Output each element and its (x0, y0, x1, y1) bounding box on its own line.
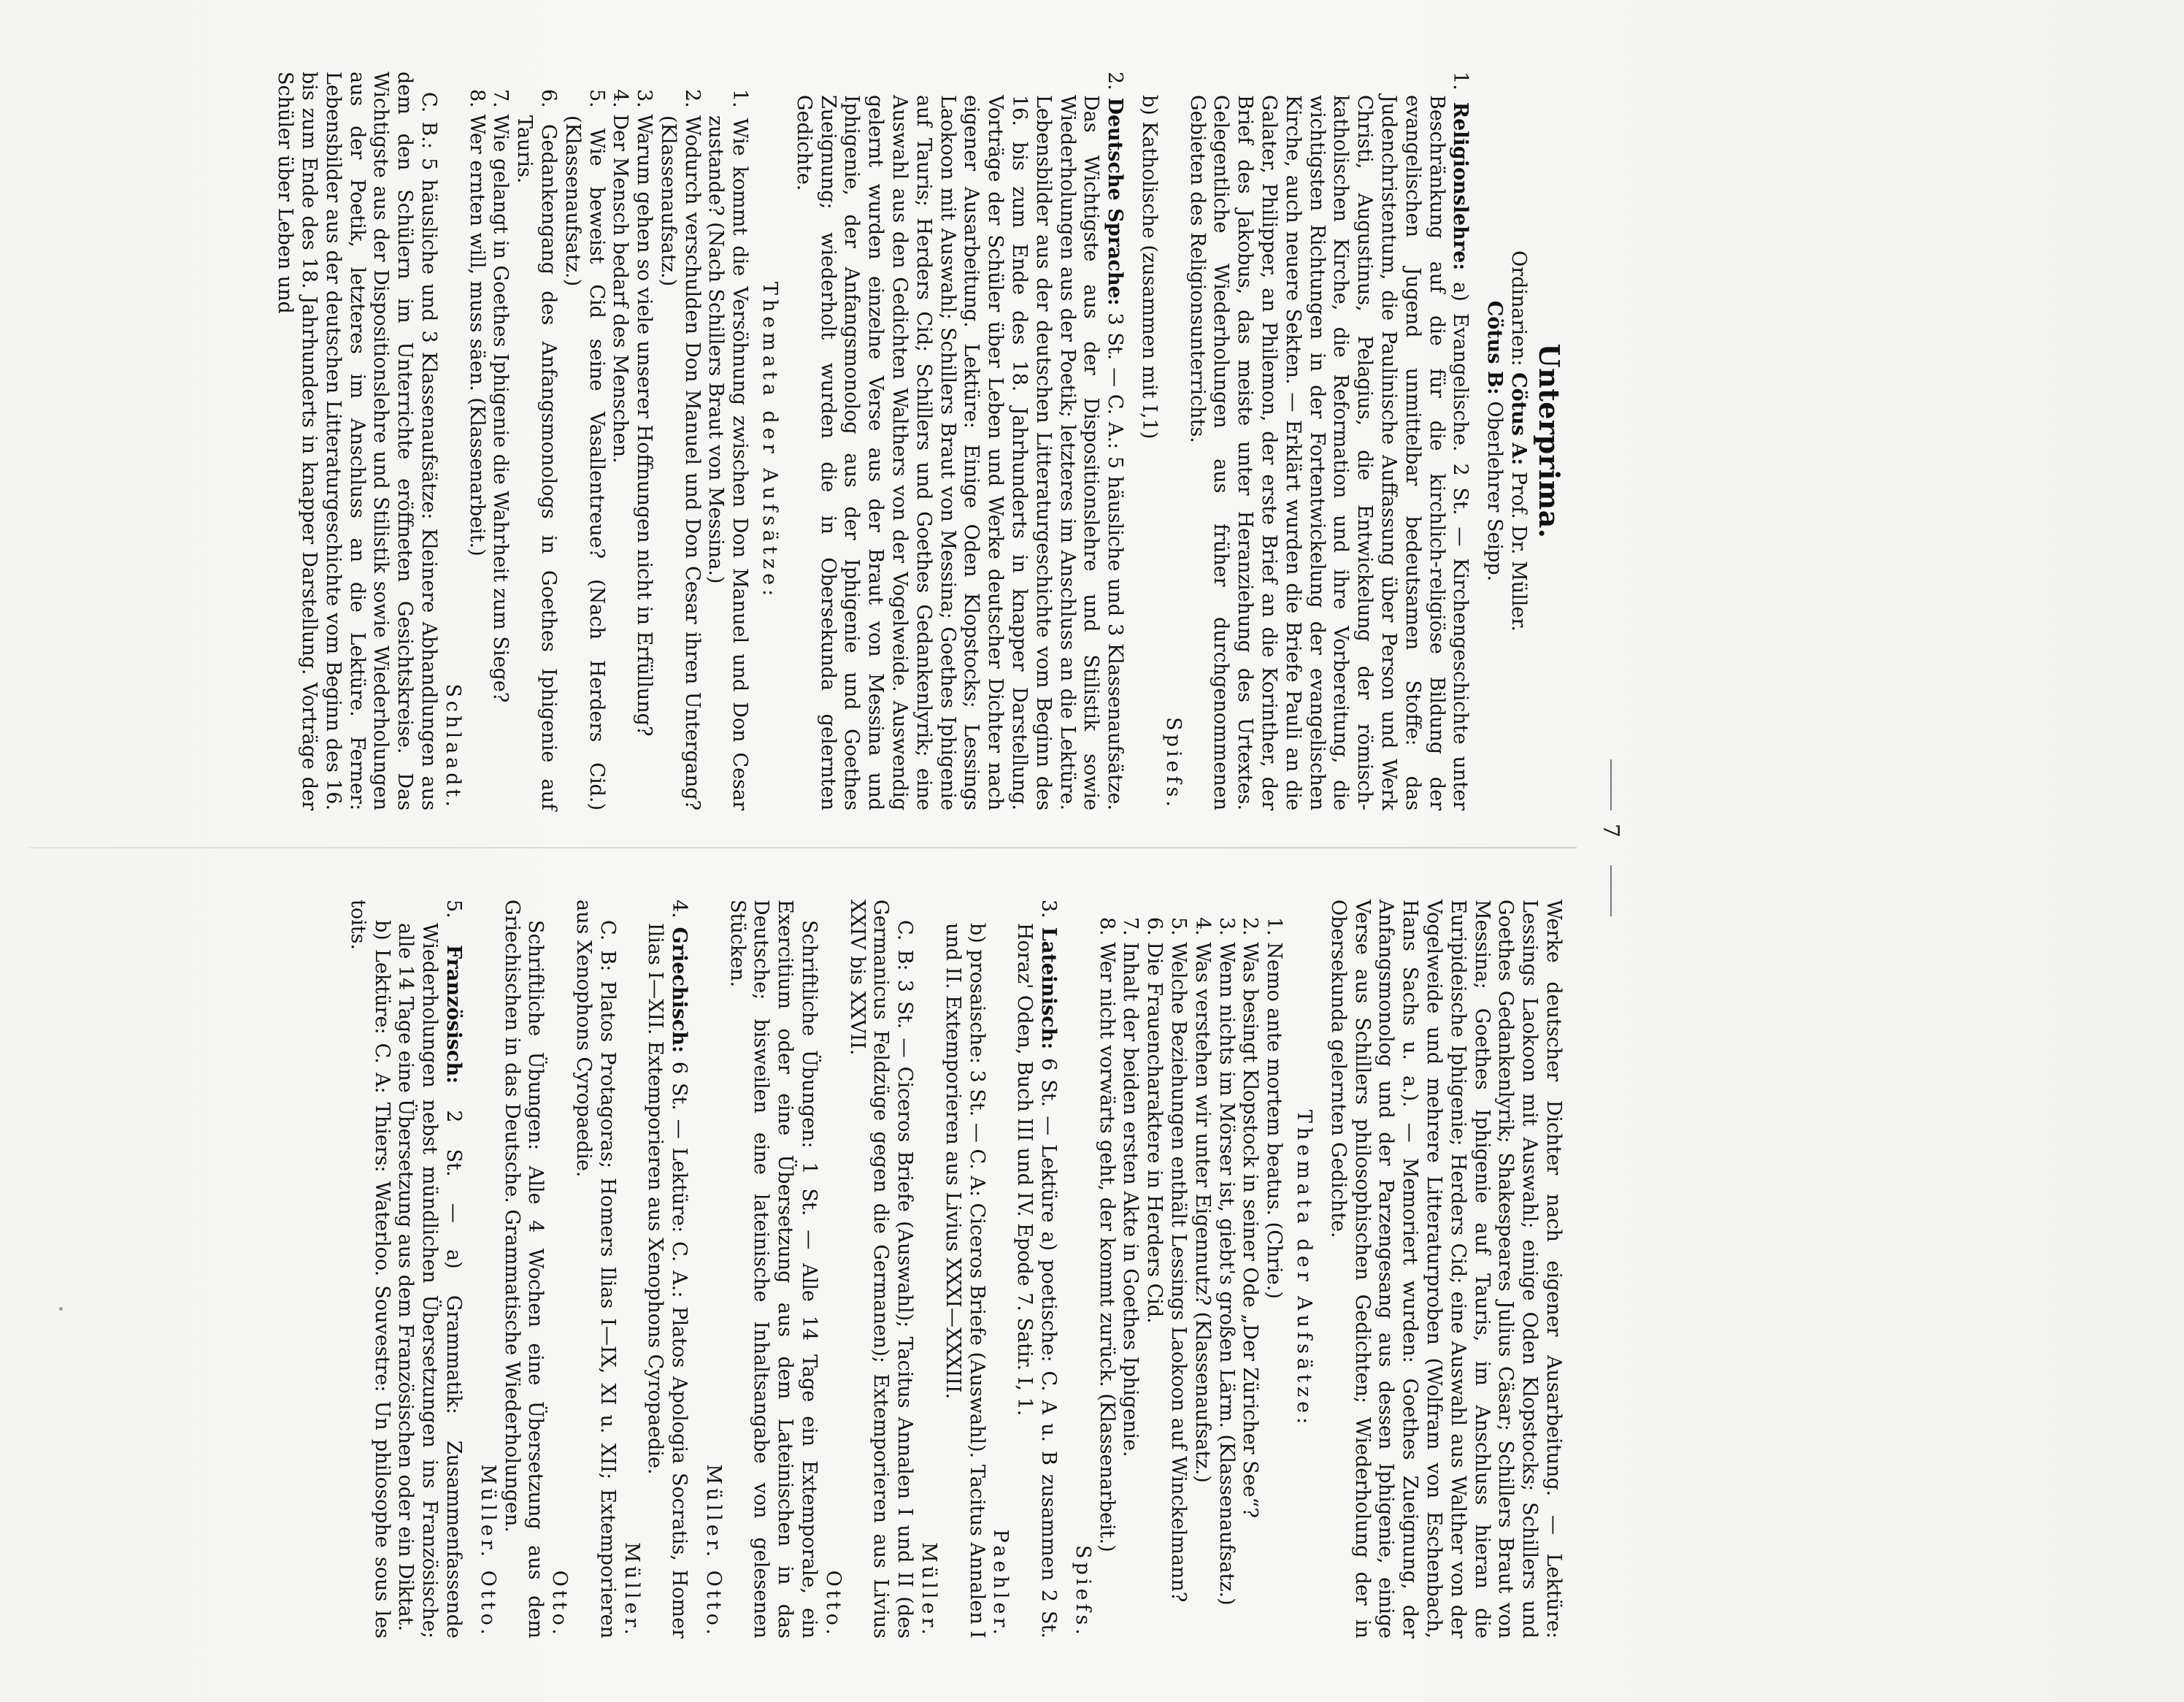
speck (59, 1307, 63, 1311)
griechisch-paragraph: 4. Griechisch: 6 St. — Lektüre: C. A.: Platos Apologia Socratis, Homer Ilias I—XII. Extemporieren aus Xenophons Cyropaedie. (644, 900, 691, 1638)
page-number-dash-right (1610, 865, 1612, 916)
list-item: 8. Wer ernten will, muss säen. (Klassenarbeit.) (465, 89, 488, 556)
religion-paragraph: 1. Religionslehre: a) Evangelische. 2 St. — Kirchengeschichte unter Beschränkung auf die für die kirchlich-religiöse Bildung der evangelischen Jugend unmittelbar bedeutsamen Stoffe: das Judenchristentum, die Paulinische Auffassung über Person und Werk Christi, Augustinus, Pelagius, die Entwickelung der römisch-katholischen Kirche, die Reformation und ihre Vorbereitung, die wichtigsten Richtungen in der Fortentwickelung der evangelischen Kirche, auch neuere Sekten. — Erklärt wurden die Briefe Pauli an die Galater, Philipper, an Philemon, der erste Brief an die Korinther, der Brief des Jakobus, das meiste unter Heranziehung des Urtextes. Gelegentliche Wiederholungen aus früher durchgenommenen Gebieten des Religionsunterrichts. (1185, 72, 1472, 810)
list-item: 2. Was besingt Klopstock in seiner Ode „Der Züricher See“? (1239, 917, 1262, 1518)
themata-list-2 (1094, 900, 1285, 1638)
signature-mueller-2: Müller. (620, 1542, 643, 1638)
griechisch-coetus-b: C. B: Platos Protagoras; Homers Ilias I—IX, XI u. XII; Extemporieren aus Xenophons Cyropaedie. (572, 900, 619, 1638)
list-item: 7. Wie gelangt in Goethes Iphigenie die Wahrheit zum Siege? (489, 89, 512, 703)
fold-line (29, 847, 1577, 848)
list-item: 1. Wie kommt die Versöhnung zwischen Don Manuel und Don Cesar zustande? (Nach Schillers Braut von Messina.) (704, 89, 752, 810)
franzoesisch-paragraph: 5. Französisch: 2 St. — a) Grammatik: Zusammenfassende Wiederholungen nebst mündlichen Übersetzungen ins Französische; alle 14 Tage eine Übersetzung aus dem Französischen oder ein Diktat. (394, 900, 465, 1638)
latein-prose-line: b) prosaische: 3 St. — C. A: Ciceros Briefe (Auswahl). Tacitus Annalen I und II. Extemporieren aus Livius XXXI—XXXIII. (941, 923, 988, 1638)
list-item: 4. Was verstehen wir unter Eigennutz? (Klassenaufsatz.) (1191, 917, 1214, 1483)
signature-spiess-2: Spiefs. (1071, 1545, 1094, 1638)
list-item: 8. Wer nicht vorwärts geht, der kommt zurück. (Klassenarbeit.) (1095, 917, 1118, 1552)
list-item: 3. Wenn nichts im Mörser ist, giebt's großen Lärm. (Klassenaufsatz.) (1215, 917, 1238, 1606)
list-item: 2. Wodurch verschulden Don Manuel und Don Cesar ihren Untergang? (Klassenaufsatz.) (656, 89, 704, 810)
latein-exercises: Schriftliche Übungen: 1 St. — Alle 14 Tage ein Extemporale, ein Exercitium oder eine Übersetzung aus dem Lateinischen in das Deutsche; bisweilen eine lateinische Inhaltsangabe von gelesenen Stücken. (726, 900, 821, 1638)
religion-catholic-line: b) Katholische (zusammen mit I,1) (1138, 95, 1161, 440)
signature-mueller-otto-1: Müller. Otto. (701, 1464, 725, 1638)
deutsch-paragraph: 2. Deutsche Sprache: 3 St. — C. A.: 5 häusliche und 3 Klassenaufsätze. Das Wichtigste aus der Dispositionslehre und Stilistik sowie Wiederholungen aus der Poetik; letzteres im Anschluss an die Lektüre. Lebensbilder aus der deutschen Litteraturgeschichte vom Beginn des 16. bis zum Ende des 18. Jahrhunderts in knapper Darstellung. Vorträge der Schüler über Leben und Werke deutscher Dichter nach eigener Ausarbeitung. Lektüre: Einige Oden Klopstocks; Lessings Laokoon mit Auswahl; Schillers Braut von Messina; Goethes Iphigenie auf Tauris; Herders Cid; Schillers und Goethes Gedankenlyrik; eine Auswahl aus den Gedichten Walthers von der Vogelweide. Auswendig gelernt wurden einzelne Verse aus der Braut von Messina und Iphigenie, der Anfangsmonolog aus der Iphigenie und Goethes Zueignung; wiederholt wurden die in Obersekunda gelernten Gedichte. (792, 72, 1127, 810)
themata-heading-2: Themata der Aufsätze: (1293, 1109, 1316, 1429)
list-item: 1. Nemo ante mortem beatus. (Chrie.) (1263, 917, 1286, 1299)
coetus-b-deutsch-paragraph: C. B.: 5 häusliche und 3 Klassenaufsätze: Kleinere Abhandlungen aus dem den Schülern im Unterrichte eröffneten Gesichtskreise. Das Wichtigste aus der Dispositionslehre und Stilistik sowie Wiederholungen aus der Poetik, letzteres im Anschluss an die Lektüre. Ferner: Lebensbilder aus der deutschen Litteraturgeschichte vom Beginn des 16. bis zum Ende des 18. Jahrhunderts in knapper Darstellung. Vorträge der Schüler über Leben und (274, 72, 440, 810)
franzoesisch-reading: b) Lektüre: C. A: Thiers: Waterloo. Souvestre: Un philosophe sous les toits. (346, 900, 393, 1638)
list-item: 4. Der Mensch bedarf des Menschen. (609, 89, 632, 464)
deutsch-continuation: Werke deutscher Dichter nach eigener Ausarbeitung. — Lektüre: Lessings Laokoon mit Auswahl; einige Oden Klopstocks; Schillers und Goethes Gedankenlyrik; Shakespeares Julius Cäsar; Schillers Braut von Messina; Goethes Iphigenie auf Tauris, im Anschluss hieran die Euripideische Iphigenie; Herders Cid; eine Auswahl aus Walther von der Vogelweide und mehrere Litteraturproben (Wolfram von Eschenbach, Hans Sachs u. a.). — Memoriert wurden: Goethes Zueignung, der Anfangsmonolog und der Parzengesang aus dessen Iphigenie, einige Verse aus Schillers philosophischen Gedichten; Wiederholung der in Obersekunda gelernten Gedichte. (1326, 900, 1565, 1638)
signature-mueller-otto-2: Müller. Otto. (476, 1464, 499, 1638)
column-left (272, 72, 1565, 810)
signature-schlaadt: Schlaadt. (441, 683, 464, 810)
page-number-dash-left (1610, 759, 1612, 810)
list-item: 7. Inhalt der beiden ersten Akte in Goethes Iphigenie. (1119, 917, 1142, 1457)
griechisch-exercises: Schriftliche Übungen: Alle 4 Wochen eine Übersetzung aus dem Griechischen in das Deutsche. Grammatische Wiederholungen. (500, 900, 547, 1638)
signature-mueller-1: Müller. (918, 1542, 941, 1638)
signature-paehler: Paehler. (989, 1529, 1012, 1638)
section-title: Unterprima. (1533, 343, 1566, 539)
signature-spiess-1: Spiefs. (1161, 717, 1185, 810)
themata-list-1 (464, 72, 752, 810)
signature-otto-1: Otto. (821, 1570, 845, 1638)
list-item: 3. Warum gehen so viele unserer Hoffnungen nicht in Erfüllung? (633, 89, 656, 737)
list-item: 6. Die Frauencharaktere in Herders Cid. (1143, 917, 1166, 1324)
themata-heading-1: Themata der Aufsätze: (758, 281, 782, 601)
list-item: 5. Wie beweist Cid seine Vasallentreue? (Nach Herders Cid.) (Klassenaufsatz.) (561, 89, 608, 810)
list-item: 5. Welche Beziehungen enthält Lessings Laokoon auf Winckelmann? (1167, 917, 1191, 1603)
page-number: 7 (1598, 824, 1623, 838)
signature-otto-2: Otto. (548, 1570, 572, 1638)
list-item: 6. Gedankengang des Anfangsmonologs in Goethes Iphigenie auf Tauris. (513, 89, 560, 810)
ordinarien-line: Ordinarien: Cötus A: Prof. Dr. Müller. (1507, 250, 1530, 632)
latein-paragraph: 3. Lateinisch: 6 St. — Lektüre a) poetische: C. A u. B zusammen 2 St. Horaz' Oden, Buch III und IV. Epode 7. Satir. I, 1. (1013, 900, 1061, 1638)
coetus-b-line: Cötus B: Oberlehrer Seipp. (1483, 300, 1507, 582)
column-right (345, 900, 1565, 1638)
latein-coetus-b: C. B: 3 St. — Ciceros Briefe (Auswahl); Tacitus Annalen I und II (des Germanicus Feldzüge gegen die Germanen); Extemporieren aus Livius XXIV bis XXVII. (845, 900, 917, 1638)
